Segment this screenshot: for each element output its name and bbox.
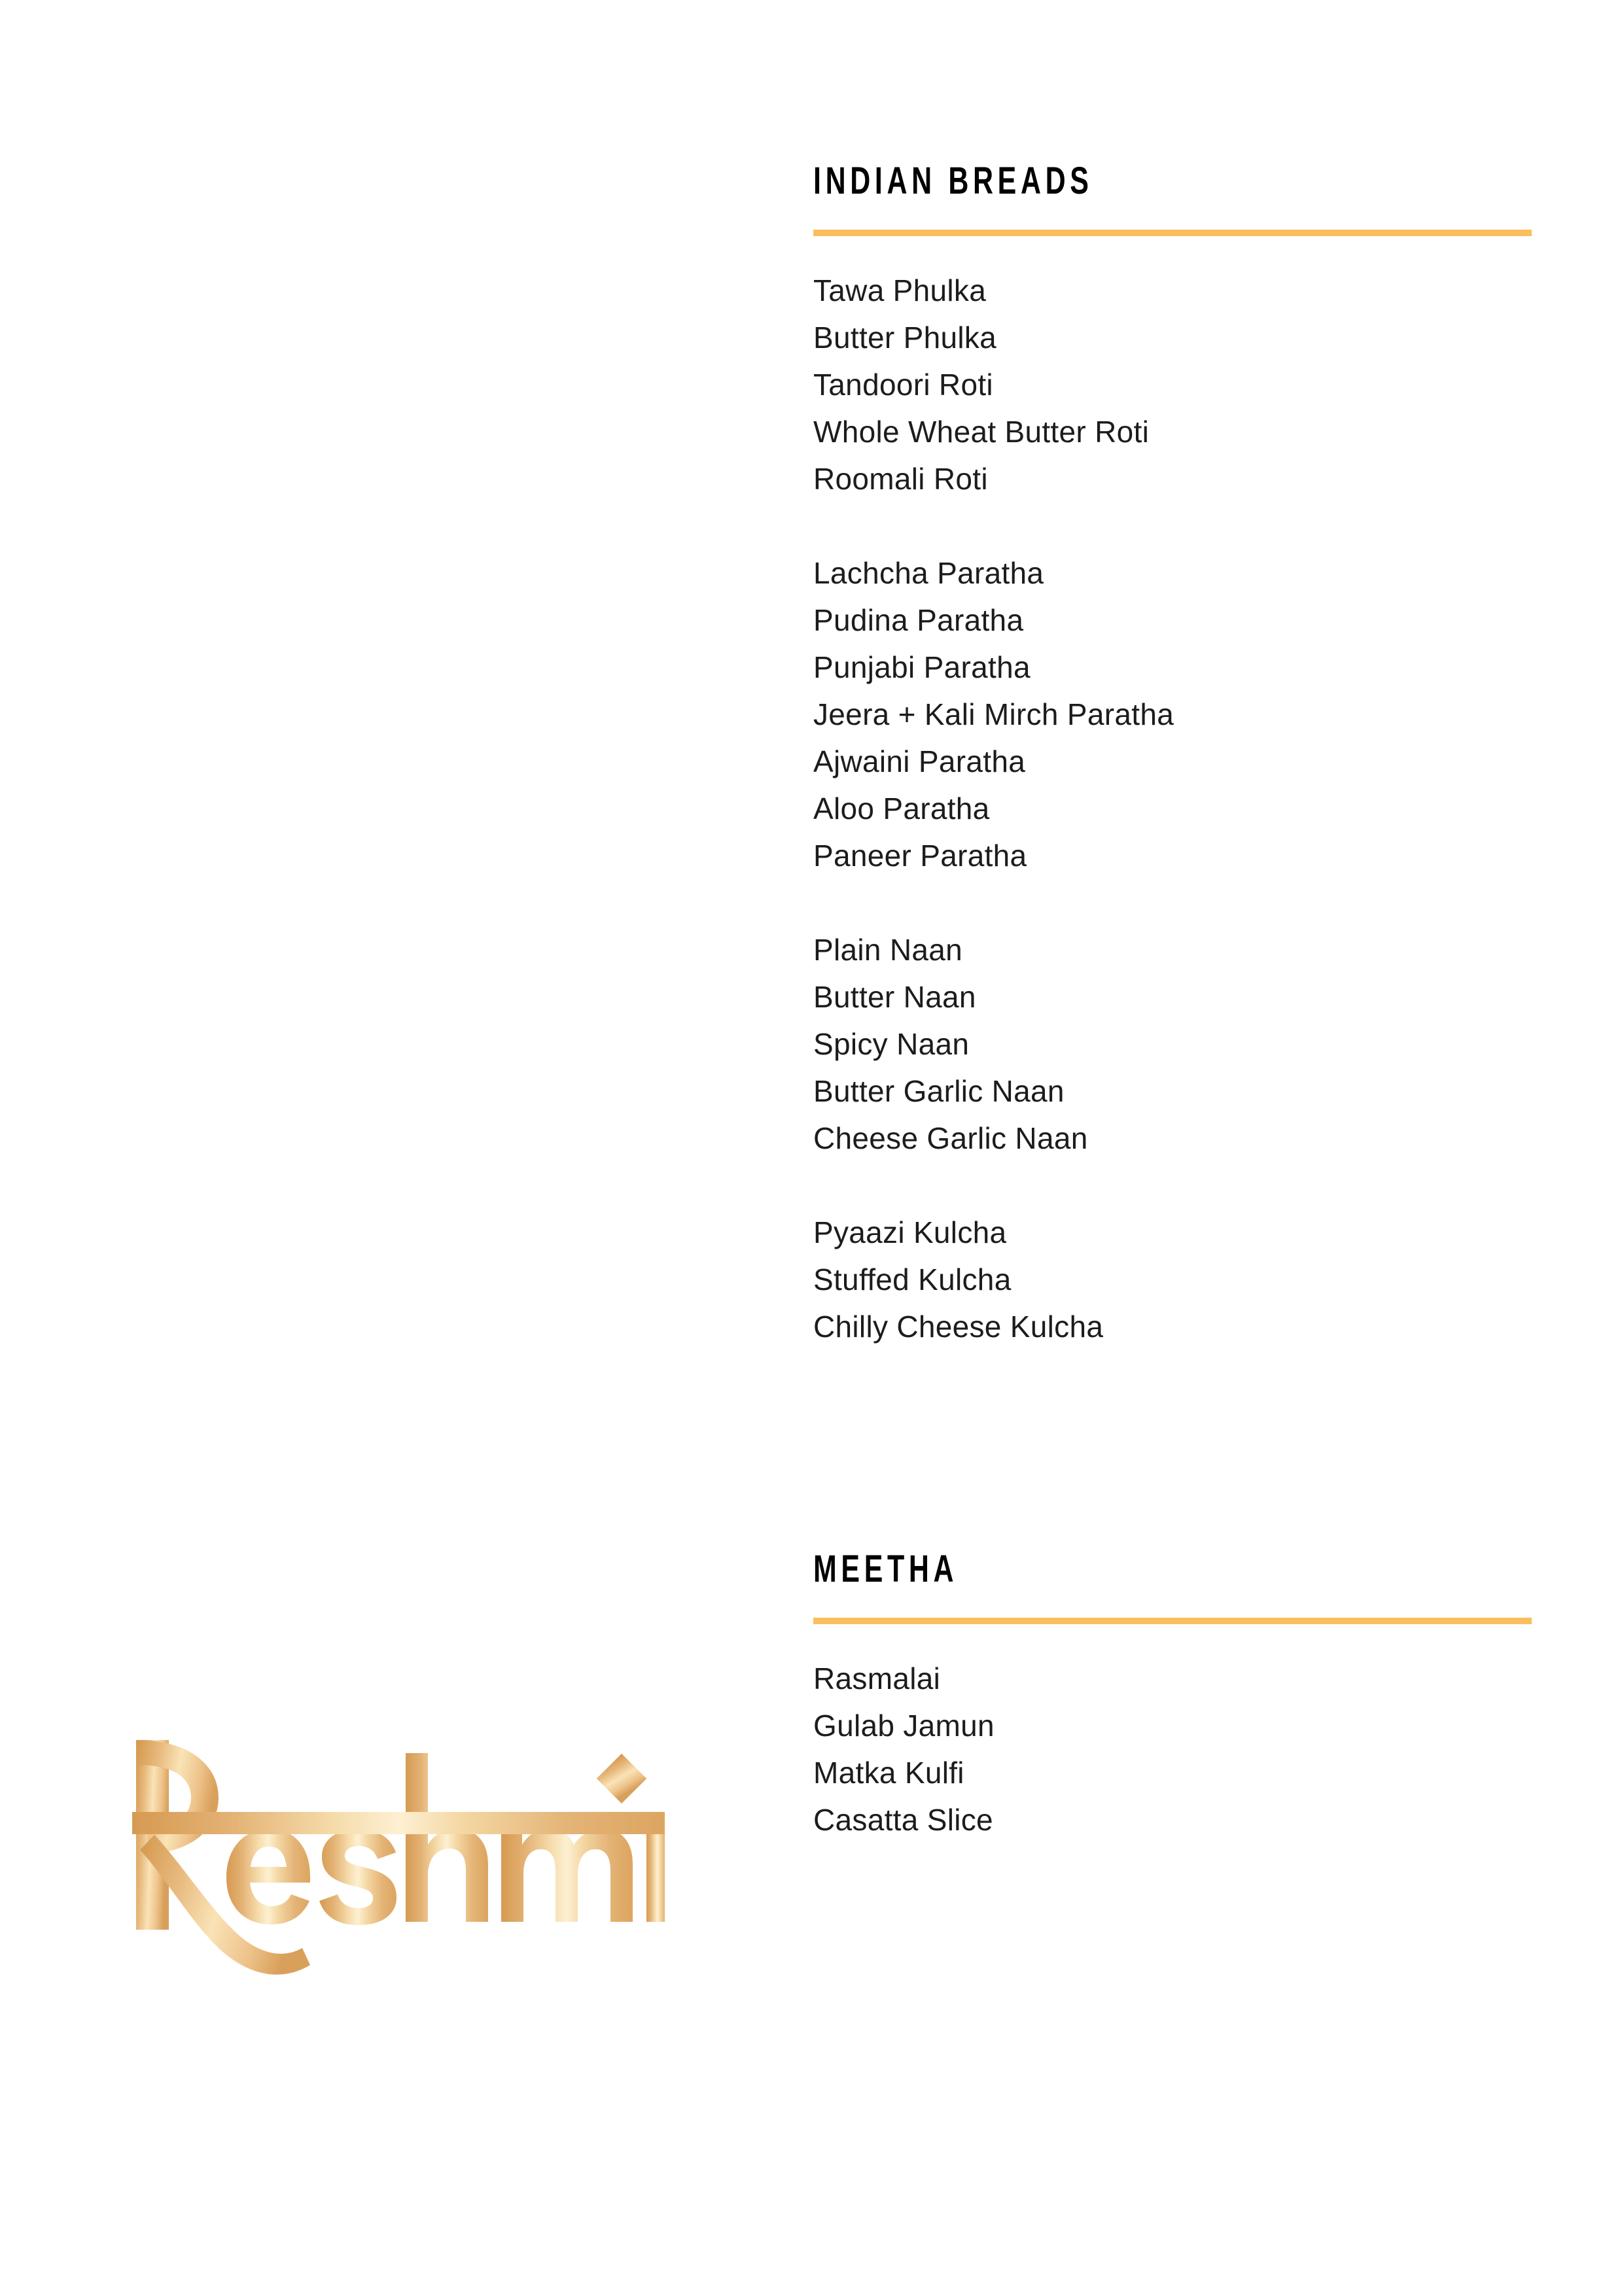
menu-item: Butter Naan [813,980,976,1014]
menu-item: Matka Kulfi [813,1756,964,1790]
section-title: INDIAN BREADS [813,160,1093,202]
menu-item-groups [813,1655,1533,1843]
menu-item: Aloo Paratha [813,791,990,826]
menu-item: Butter Garlic Naan [813,1074,1065,1108]
menu-item: Pudina Paratha [813,603,1024,637]
menu-section [813,1550,1533,1843]
menu-item: Gulab Jamun [813,1709,995,1743]
menu-item: Paneer Paratha [813,839,1027,873]
menu-item: Tawa Phulka [813,273,987,307]
menu-item: Casatta Slice [813,1803,993,1837]
menu-item: Butter Phulka [813,321,997,355]
menu-item-group [813,1655,1533,1843]
menu-item: Jeera + Kali Mirch Paratha [813,697,1174,731]
menu-item: Stuffed Kulcha [813,1262,1012,1296]
menu-item-group [813,267,1533,502]
menu-item: Pyaazi Kulcha [813,1215,1007,1249]
menu-item-group [813,926,1533,1162]
menu-item-group [813,1209,1533,1350]
menu-item: Cheese Garlic Naan [813,1121,1088,1155]
section-divider [813,230,1532,236]
menu-item: Roomali Roti [813,462,988,496]
logo-diamond-accent [597,1754,646,1803]
menu-item: Spicy Naan [813,1027,970,1061]
menu-item: Rasmalai [813,1661,941,1696]
logo-crossbar [132,1812,665,1834]
menu-item: Whole Wheat Butter Roti [813,415,1150,449]
menu-item: Ajwaini Paratha [813,744,1026,778]
logo-letter-r [136,1740,310,1975]
section-title: MEETHA [813,1548,959,1590]
menu-section [813,162,1533,1350]
menu-item: Punjabi Paratha [813,650,1031,684]
menu-item-group [813,549,1533,879]
menu-item: Chilly Cheese Kulcha [813,1310,1104,1344]
section-divider [813,1618,1532,1624]
menu-item-groups [813,267,1533,1350]
menu-item: Tandoori Roti [813,368,993,402]
menu-item: Lachcha Paratha [813,556,1044,590]
restaurant-logo [128,1714,665,1989]
menu-item: Plain Naan [813,933,963,967]
